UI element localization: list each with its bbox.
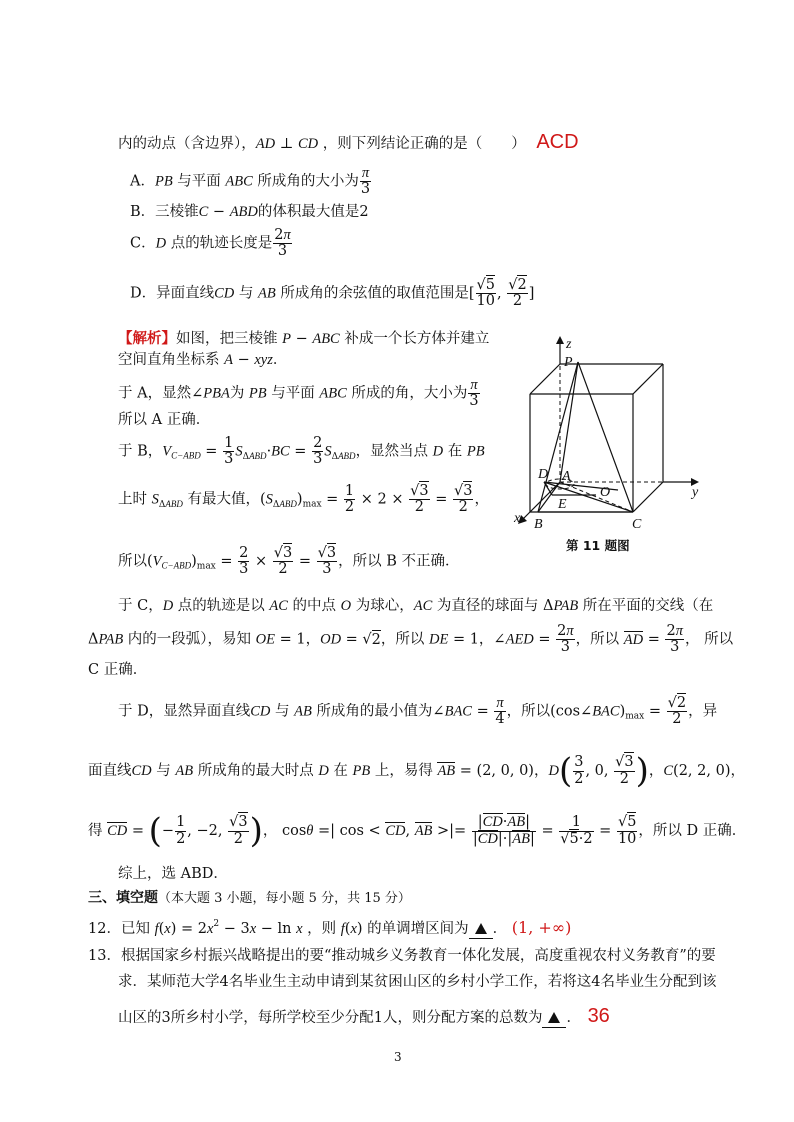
- section-3-title: 三、填空题（本大题 3 小题，每小题 5 分，共 15 分）: [88, 890, 411, 906]
- page-number: 3: [394, 1050, 402, 1064]
- q11-option-c: C．D 点的轨迹长度是 $\frac{2\pi}{3}$: [130, 227, 291, 260]
- solution-intro-2: 空间直角坐标系 A − xyz．: [118, 352, 288, 368]
- q13-answer: 36: [587, 1005, 610, 1027]
- label-O: O: [600, 485, 611, 500]
- solution-c-1: 于 C，D 点的轨迹是以 AC 的中点 O 为球心，AC 为直径的球面与 ΔPAB 所在平面的交线（在: [118, 598, 714, 614]
- solution-a-1: 于 A，显然∠PBA为 PB 与平面 ABC 所成的角，大小为 $\frac{\pi}{3}$: [118, 377, 479, 410]
- q11-stem-text: 内的动点（含边界），AD ⊥ CD ，则下列结论正确的是（ ）: [118, 136, 526, 152]
- solution-intro-1: 【解析】如图，把三棱锥 P − ABC 补成一个长方体并建立: [118, 330, 490, 347]
- figure-11: [508, 332, 708, 562]
- cuboid-diagram: [508, 332, 708, 562]
- q11-stem: [118, 130, 579, 154]
- triangle-icon: [475, 923, 487, 934]
- q12-blank: [469, 921, 493, 939]
- solution-b-1: 于 B，$V_{C-ABD}$ = $\frac{1}{3}$ $S_{\Delta ABD}\cdot BC$ = $\frac{2}{3}$ $S_{\Delta ABD}$，显然当点 D 在 PB: [118, 435, 485, 468]
- q13-blank: [542, 1010, 566, 1028]
- q11-option-d: D．异面直线CD 与 AB 所成角的余弦值的取值范围是[ $\frac{√5}{10}$ , $\frac{√2}{2}$ ]: [130, 277, 535, 310]
- solution-tag: 【解析】: [118, 330, 176, 347]
- q13-line-1: 13．根据国家乡村振兴战略提出的要“推动城乡义务教育一体化发展，高度重视农村义务教育”的要: [88, 948, 716, 964]
- solution-d-1: 于 D，显然异面直线CD 与 AB 所成角的最小值为∠BAC = $\frac{\pi}{4}$ ，所以$(\cos\angle BAC)_{max}$ = $\frac{√2}{2}$ ，异: [118, 695, 718, 728]
- label-C: C: [632, 517, 642, 532]
- label-B: B: [534, 517, 543, 532]
- figure-caption: 第 11 题图: [566, 538, 630, 553]
- solution-d-3: 得 CD = (− $\frac{1}{2}$ , −2, $\frac{√3}{2}$ )， cosθ =| cos < CD, AB >|= $\frac{|CD\cdot AB|}{|CD|\cdot|AB|}$ = $\frac{1}{√5\cdot 2}$ = $\frac{√5}{10}$ ，所以 D 正确．: [88, 811, 747, 851]
- label-E: E: [558, 497, 567, 512]
- solution-b-2: 上时 $S_{\Delta ABD}$ 有最大值，$(S_{\Delta ABD})_{max}$ = $\frac{1}{2}$ × 2 × $\frac{√3}{2}$ = $\frac{√3}{2}$ ，: [118, 483, 489, 516]
- solution-c-3: C 正确．: [88, 662, 148, 678]
- solution-d-2: 面直线CD 与 AB 所成角的最大时点 D 在 PB 上，易得 AB = (2, 0, 0)，D( $\frac{3}{2}$ , 0, $\frac{√3}{2}$ )，C(2, 2, 0)，: [88, 751, 745, 791]
- label-y: y: [692, 485, 699, 500]
- solution-a-2: 所以 A 正确．: [118, 412, 211, 428]
- label-P: P: [564, 355, 573, 370]
- q11-option-a: A．PB 与平面 ABC 所成角的大小为 $\frac{\pi}{3}$: [130, 165, 371, 198]
- label-D: D: [538, 467, 549, 482]
- label-A: A: [562, 469, 571, 484]
- q13-line-3: 山区的3所乡村小学，每所学校至少分配1人，则分配方案的总数为 ． 36: [118, 1005, 610, 1027]
- triangle-icon: [548, 1012, 560, 1023]
- label-z: z: [566, 337, 572, 352]
- solution-b-3: 所以$(V_{C-ABD})_{max}$ = $\frac{2}{3}$ × $\frac{√3}{2}$ = $\frac{√3}{3}$ ，所以 B 不正确．: [118, 545, 460, 578]
- solution-c-2: ΔPAB 内的一段弧），易知 OE = 1，OD = √2，所以 DE = 1，∠AED = $\frac{2\pi}{3}$ ，所以 AD = $\frac{2\pi}{3}$ ， 所以: [88, 623, 734, 656]
- q12: 12．已知 $f(x) = 2x^2 - 3x - \ln x$ ，则 f(x) 的单调增区间为 ． (1, +∞): [88, 918, 571, 939]
- q11-option-b: B．三棱锥C − ABD的体积最大值是2: [130, 204, 369, 220]
- q13-line-2: 求．某师范大学4名毕业生主动申请到某贫困山区的乡村小学工作，若将这4名毕业生分配到该: [118, 974, 717, 990]
- label-x: x: [514, 511, 521, 526]
- q12-answer: (1, +∞): [511, 918, 572, 937]
- section-3-note: （本大题 3 小题，每小题 5 分，共 15 分）: [158, 891, 411, 906]
- q11-answer: ACD: [536, 131, 579, 153]
- solution-conclusion: 综上，选 ABD．: [118, 866, 228, 882]
